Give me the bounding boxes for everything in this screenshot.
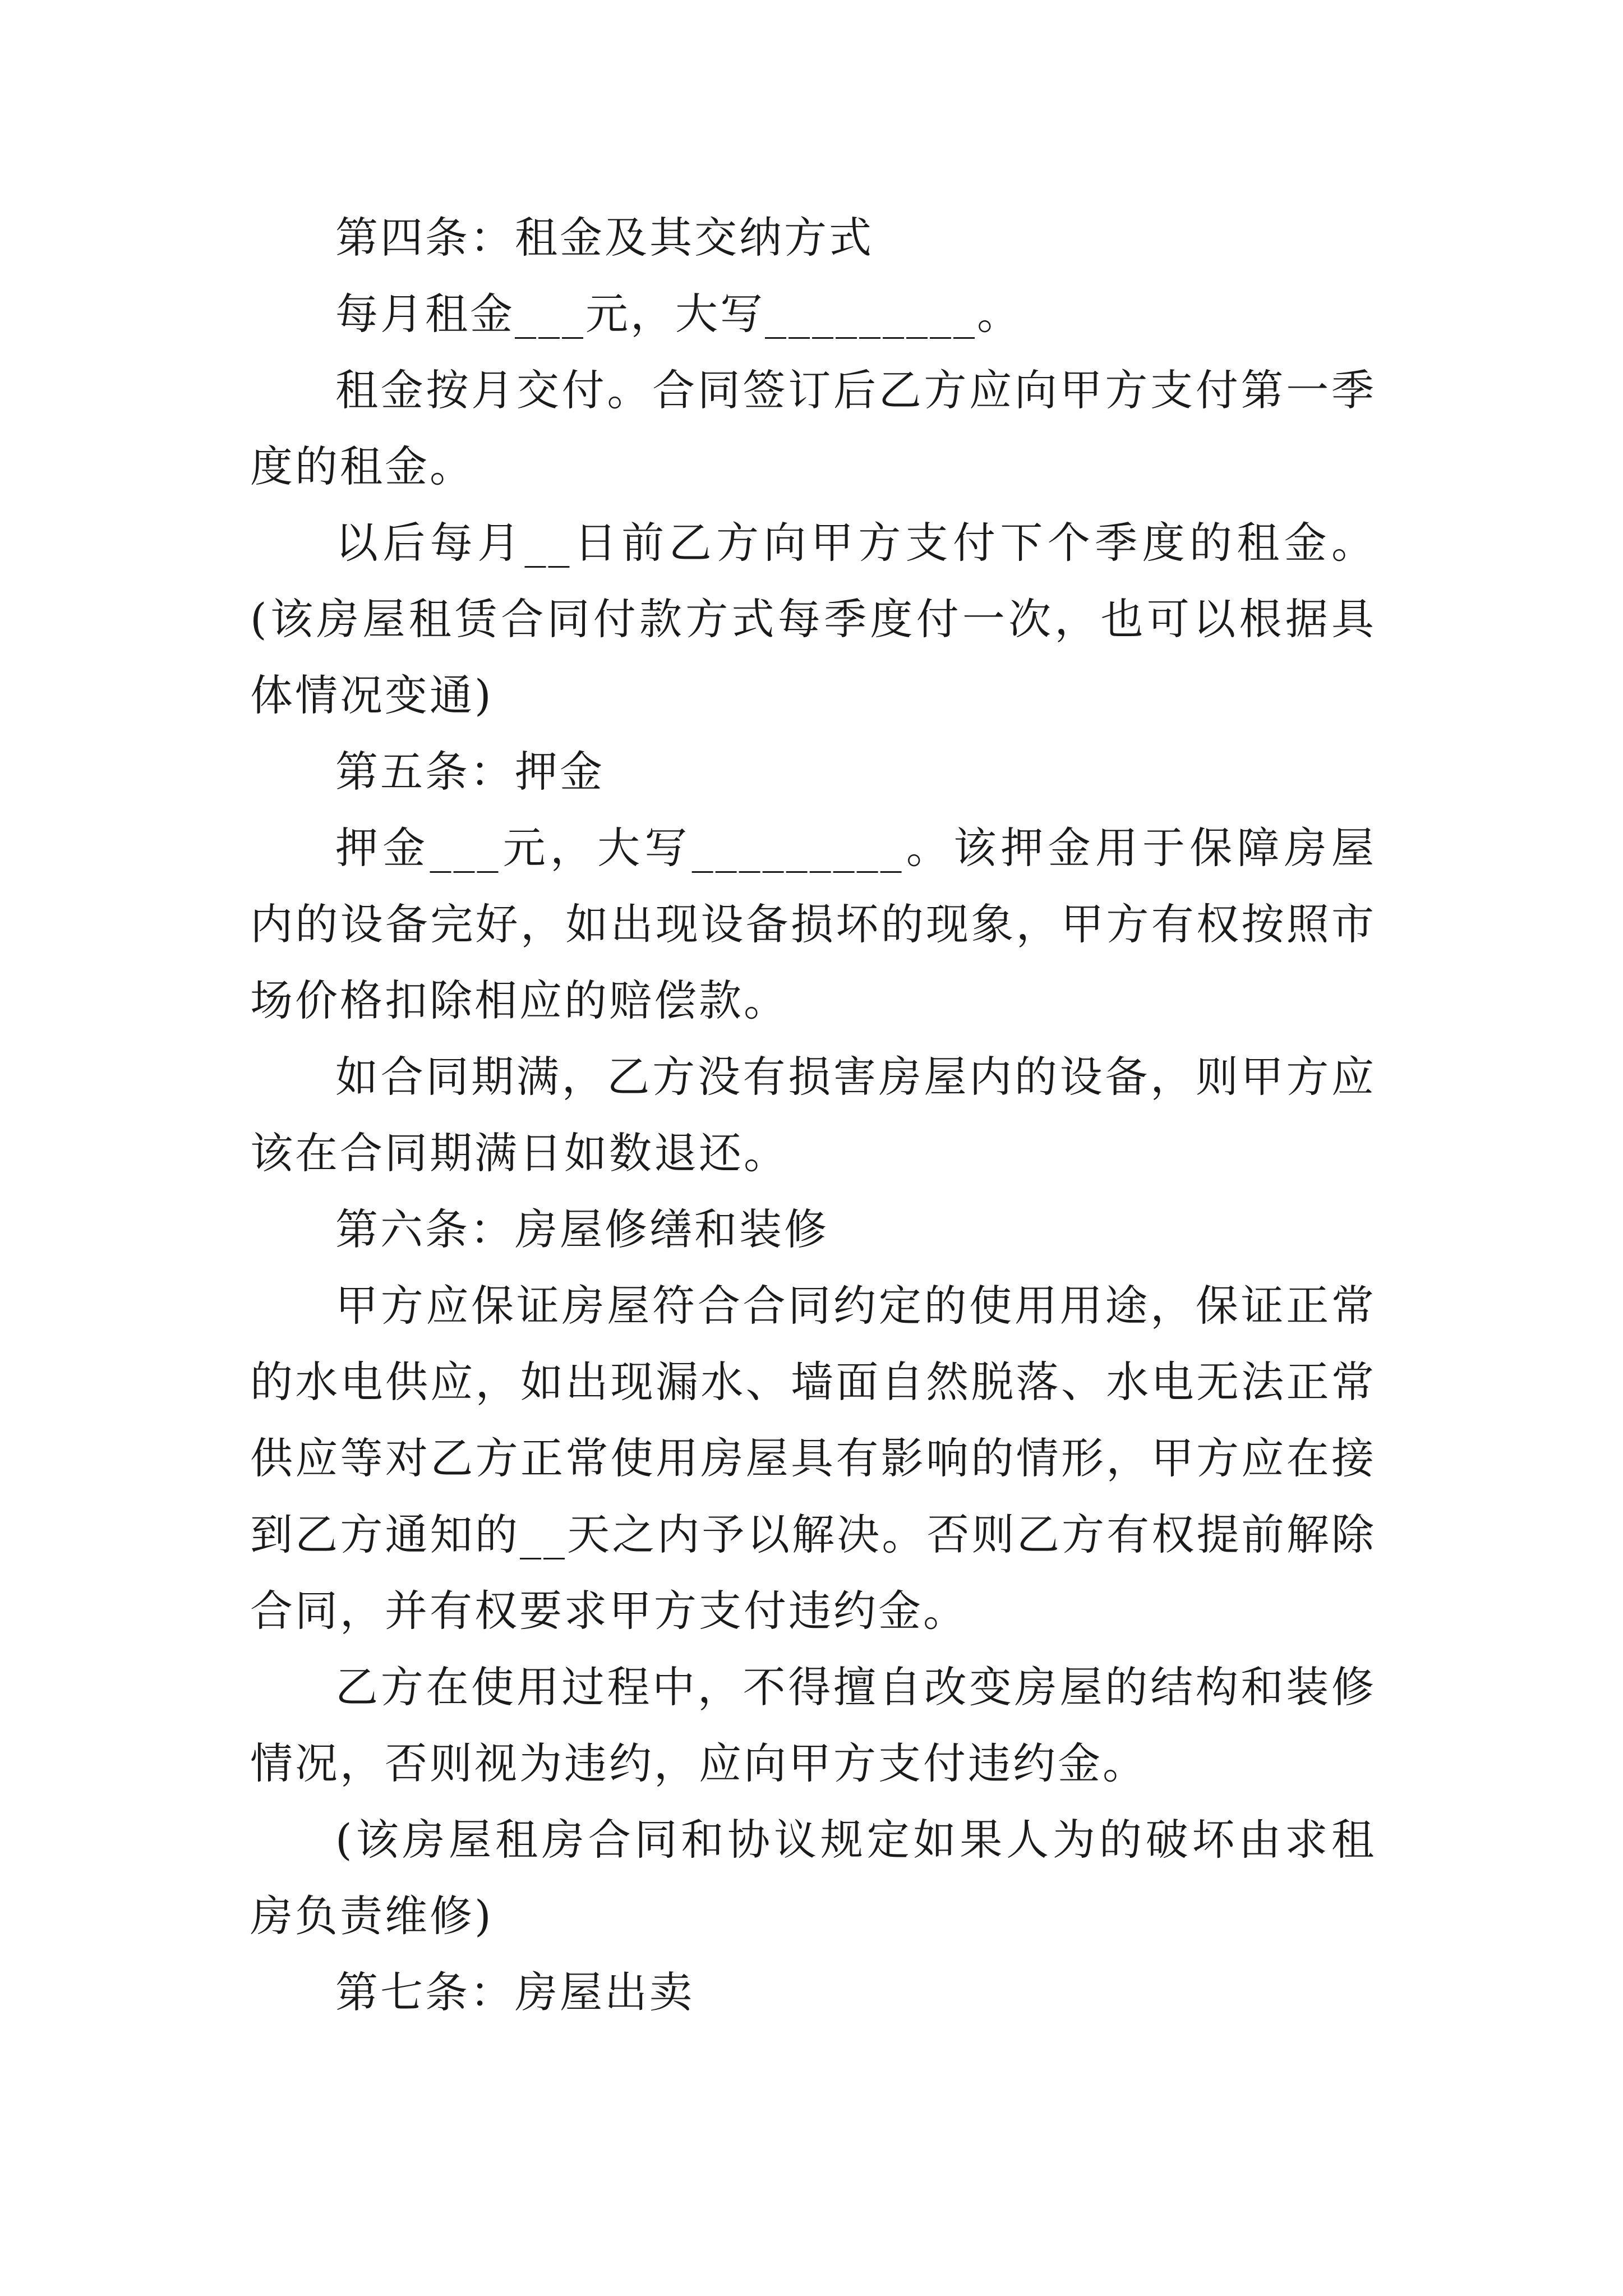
quarterly-payment-paragraph: 以后每月__日前乙方向甲方支付下个季度的租金。(该房屋租赁合同付款方式每季度付一次，也可以根据具体情况变通): [250, 518, 1376, 720]
deposit-paragraph: 押金___元，大写_________。该押金用于保障房屋内的设备完好，如出现设备损坏的现象，甲方有权按照市场价格扣除相应的赔偿款。: [250, 823, 1376, 1025]
article-7-heading: 第七条：房屋出卖: [335, 1967, 694, 2017]
article-5-heading: 第五条：押金: [335, 747, 605, 797]
damage-note-paragraph: (该房屋租房合同和协议规定如果人为的破坏由求租房负责维修): [250, 1815, 1376, 1941]
article-6-heading: 第六条：房屋修缮和装修: [335, 1204, 829, 1254]
landlord-repair-paragraph: 甲方应保证房屋符合合同约定的使用用途，保证正常的水电供应，如出现漏水、墙面自然脱落、水电无法正常供应等对乙方正常使用房屋具有影响的情形，甲方应在接到乙方通知的__天之内予以解决。否则乙方有权提前解除合同，并有权要求甲方支付违约金。: [250, 1281, 1376, 1636]
article-4-heading: 第四条：租金及其交纳方式: [335, 213, 874, 263]
deposit-refund-paragraph: 如合同期满，乙方没有损害房屋内的设备，则甲方应该在合同期满日如数退还。: [250, 1052, 1376, 1178]
monthly-rent-paragraph: 每月租金___元，大写_________。: [335, 289, 1022, 339]
tenant-alteration-paragraph: 乙方在使用过程中，不得擅自改变房屋的结构和装修情况，否则视为违约，应向甲方支付违约金。: [250, 1662, 1376, 1788]
rent-payment-paragraph: 租金按月交付。合同签订后乙方应向甲方支付第一季度的租金。: [250, 365, 1376, 491]
document-body: [250, 200, 1376, 2031]
